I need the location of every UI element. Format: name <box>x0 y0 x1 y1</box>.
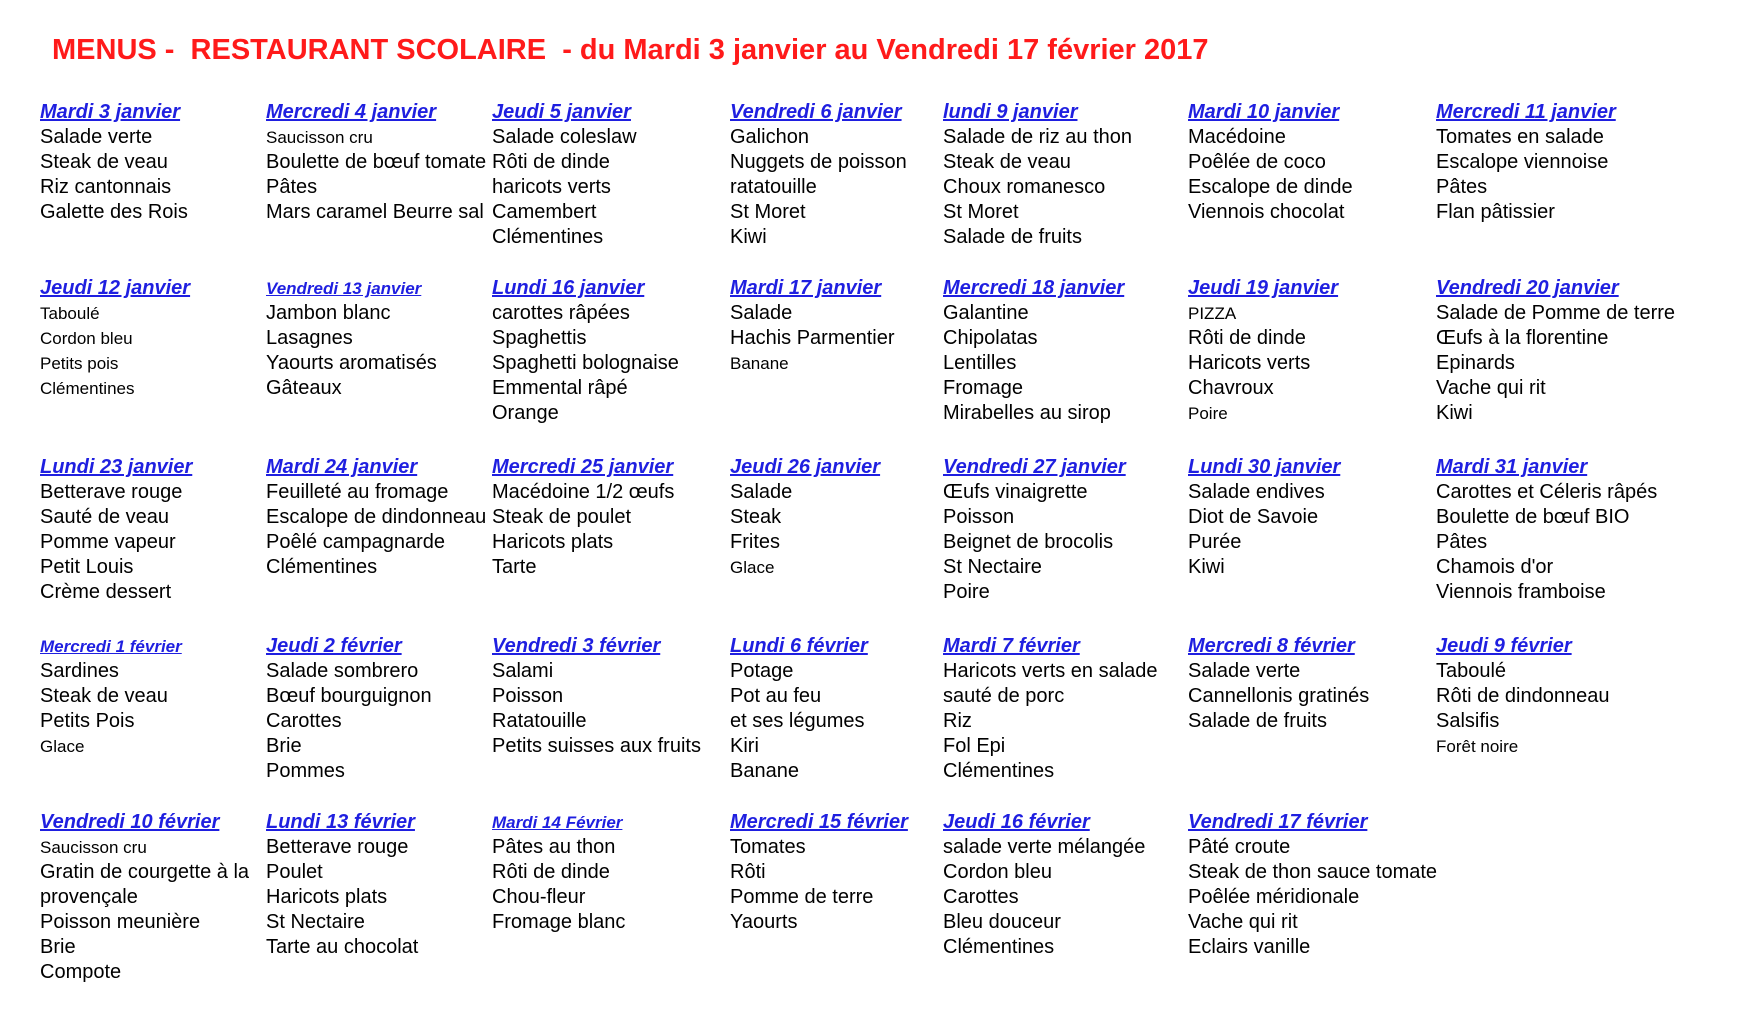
day-menu <box>266 276 496 401</box>
dish-item: Riz cantonnais <box>40 176 172 198</box>
day-heading: Jeudi 26 janvier <box>730 456 881 478</box>
dish-item: Escalope viennoise <box>1436 151 1609 173</box>
dish-item: Salade endives <box>1188 481 1325 503</box>
day-heading: Vendredi 6 janvier <box>730 101 902 123</box>
dish-item: Pomme vapeur <box>40 531 176 553</box>
day-menu <box>492 810 722 935</box>
dish-item: Yaourts <box>730 911 798 933</box>
day-menu <box>730 100 960 250</box>
dish-item: Glace <box>730 558 775 577</box>
dish-item: Macédoine 1/2 œufs <box>492 481 675 503</box>
dish-item: Spaghetti bolognaise <box>492 352 679 374</box>
dish-item: St Nectaire <box>266 911 365 933</box>
day-menu <box>1188 455 1418 580</box>
dish-item: Gâteaux <box>266 377 342 399</box>
day-heading: Mardi 31 janvier <box>1436 456 1588 478</box>
dish-item: Betterave rouge <box>40 481 183 503</box>
dish-item: ratatouille <box>730 176 817 198</box>
dish-item: Petits pois <box>40 354 119 373</box>
dish-item: Vache qui rit <box>1188 911 1298 933</box>
dish-item: et ses légumes <box>730 710 865 732</box>
dish-item: Salade de Pomme de terre <box>1436 302 1676 324</box>
dish-item: Taboulé <box>40 304 100 323</box>
dish-item: Tomates <box>730 836 806 858</box>
dish-item: Forêt noire <box>1436 737 1519 756</box>
dish-item: Chamois d'or <box>1436 556 1554 578</box>
dish-item: Escalope de dinde <box>1188 176 1353 198</box>
dish-item: Rôti de dindonneau <box>1436 685 1610 707</box>
dish-item: Haricots verts en salade <box>943 660 1158 682</box>
day-menu <box>266 100 496 225</box>
dish-item: Steak <box>730 506 782 528</box>
dish-item: Compote <box>40 961 122 983</box>
dish-item: Viennois chocolat <box>1188 201 1345 223</box>
day-menu <box>492 634 722 759</box>
dish-item: St Moret <box>943 201 1019 223</box>
day-heading: Mardi 7 février <box>943 635 1080 657</box>
day-heading: Lundi 30 janvier <box>1188 456 1341 478</box>
dish-item: Clémentines <box>943 760 1055 782</box>
dish-item: Steak de poulet <box>492 506 631 528</box>
day-menu <box>266 810 496 960</box>
dish-item: Poire <box>943 581 990 603</box>
dish-item: Salade de fruits <box>943 226 1082 248</box>
day-heading: Vendredi 20 janvier <box>1436 277 1619 299</box>
day-heading: Mardi 10 janvier <box>1188 101 1340 123</box>
page-title: MENUS - RESTAURANT SCOLAIRE - du Mardi 3 janvier au Vendredi 17 février 2017 <box>52 34 1209 66</box>
dish-item: Poire <box>1188 404 1228 423</box>
dish-item: Frites <box>730 531 780 553</box>
dish-item: Poisson <box>943 506 1015 528</box>
dish-item: Salade verte <box>1188 660 1301 682</box>
dish-item: Boulette de bœuf tomate <box>266 151 487 173</box>
dish-item: Ratatouille <box>492 710 587 732</box>
dish-item: Rôti de dinde <box>492 151 610 173</box>
dish-item: Kiwi <box>730 226 767 248</box>
dish-item: Pâtes <box>266 176 318 198</box>
day-heading: Mardi 17 janvier <box>730 277 882 299</box>
dish-item: Salade <box>730 302 793 324</box>
dish-item: Rôti <box>730 861 766 883</box>
day-heading: Mercredi 1 février <box>40 637 182 656</box>
day-menu <box>1188 276 1418 426</box>
day-heading: Mercredi 15 février <box>730 811 908 833</box>
dish-item: Betterave rouge <box>266 836 409 858</box>
dish-item: Nuggets de poisson <box>730 151 907 173</box>
dish-item: Crème dessert <box>40 581 172 603</box>
day-menu <box>730 810 960 935</box>
dish-item: St Nectaire <box>943 556 1042 578</box>
dish-item: Choux romanesco <box>943 176 1106 198</box>
dish-item: Kiri <box>730 735 759 757</box>
dish-item: carottes râpées <box>492 302 630 324</box>
dish-item: sauté de porc <box>943 685 1065 707</box>
dish-item: Taboulé <box>1436 660 1507 682</box>
dish-item: Epinards <box>1436 352 1515 374</box>
dish-item: Brie <box>266 735 302 757</box>
dish-item: Carottes <box>943 886 1019 908</box>
day-menu <box>266 455 496 580</box>
day-heading: Jeudi 5 janvier <box>492 101 631 123</box>
day-heading: Jeudi 16 février <box>943 811 1090 833</box>
dish-item: Galichon <box>730 126 809 148</box>
dish-item: Poêlé campagnarde <box>266 531 446 553</box>
day-menu <box>943 100 1173 250</box>
dish-item: Lentilles <box>943 352 1017 374</box>
day-heading: Mercredi 11 janvier <box>1436 101 1616 123</box>
dish-item: Beignet de brocolis <box>943 531 1114 553</box>
day-menu <box>40 810 270 985</box>
day-heading: Lundi 13 février <box>266 811 415 833</box>
day-menu <box>730 276 960 376</box>
dish-item: Kiwi <box>1436 402 1473 424</box>
day-menu <box>730 455 960 580</box>
dish-item: Œufs vinaigrette <box>943 481 1088 503</box>
dish-item: Emmental râpé <box>492 377 628 399</box>
dish-item: Lasagnes <box>266 327 353 349</box>
dish-item: Salade verte <box>40 126 153 148</box>
dish-item: Banane <box>730 354 789 373</box>
dish-item: Haricots verts <box>1188 352 1311 374</box>
dish-item: Haricots plats <box>492 531 614 553</box>
dish-item: Glace <box>40 737 85 756</box>
dish-item: Riz <box>943 710 972 732</box>
dish-item: Carottes <box>266 710 342 732</box>
day-heading: Vendredi 3 février <box>492 635 661 657</box>
day-heading: Mercredi 8 février <box>1188 635 1355 657</box>
dish-item: Steak de veau <box>40 151 168 173</box>
dish-item: Haricots plats <box>266 886 388 908</box>
day-menu <box>492 276 722 426</box>
dish-item: Poisson <box>492 685 564 707</box>
dish-item: Chipolatas <box>943 327 1038 349</box>
dish-item: Œufs à la florentine <box>1436 327 1609 349</box>
day-menu <box>1188 634 1418 734</box>
dish-item: Saucisson cru <box>40 838 147 857</box>
dish-item: Fromage blanc <box>492 911 626 933</box>
dish-item: Pomme de terre <box>730 886 874 908</box>
dish-item: Salade <box>730 481 793 503</box>
dish-item: Boulette de bœuf BIO <box>1436 506 1630 528</box>
dish-item: Cordon bleu <box>40 329 133 348</box>
day-heading: Lundi 6 février <box>730 635 868 657</box>
dish-item: Kiwi <box>1188 556 1225 578</box>
dish-item: Steak de veau <box>943 151 1071 173</box>
day-menu <box>1188 810 1438 960</box>
day-heading: Jeudi 12 janvier <box>40 277 191 299</box>
dish-item: Pâtes <box>1436 176 1488 198</box>
day-menu <box>1436 634 1666 759</box>
dish-item: PIZZA <box>1188 304 1237 323</box>
day-menu <box>1436 455 1666 605</box>
dish-item: Yaourts aromatisés <box>266 352 437 374</box>
day-menu <box>492 100 722 250</box>
dish-item: Flan pâtissier <box>1436 201 1555 223</box>
dish-item: Carottes et Céleris râpés <box>1436 481 1658 503</box>
dish-item: Pommes <box>266 760 345 782</box>
dish-item: Salade sombrero <box>266 660 419 682</box>
dish-item: Gratin de courgette à la <box>40 861 250 883</box>
day-menu <box>943 455 1173 605</box>
day-menu <box>943 634 1173 784</box>
dish-item: haricots verts <box>492 176 611 198</box>
dish-item: Salade de fruits <box>1188 710 1327 732</box>
dish-item: Vache qui rit <box>1436 377 1546 399</box>
dish-item: Poulet <box>266 861 323 883</box>
day-heading: Mardi 24 janvier <box>266 456 418 478</box>
dish-item: Steak de thon sauce tomate <box>1188 861 1438 883</box>
day-heading: Mercredi 25 janvier <box>492 456 674 478</box>
dish-item: Galette des Rois <box>40 201 188 223</box>
dish-item: Orange <box>492 402 559 424</box>
dish-item: Spaghettis <box>492 327 587 349</box>
dish-item: Tomates en salade <box>1436 126 1604 148</box>
dish-item: Mirabelles au sirop <box>943 402 1111 424</box>
day-heading: Vendredi 13 janvier <box>266 279 422 298</box>
dish-item: Escalope de dindonneau <box>266 506 487 528</box>
day-menu <box>40 455 270 605</box>
day-menu <box>40 634 270 759</box>
dish-item: Chavroux <box>1188 377 1274 399</box>
dish-item: Bleu douceur <box>943 911 1061 933</box>
day-heading: Vendredi 27 janvier <box>943 456 1126 478</box>
dish-item: Pâtes <box>1436 531 1488 553</box>
dish-item: Clémentines <box>943 936 1055 958</box>
dish-item: Banane <box>730 760 799 782</box>
dish-item: Cannellonis gratinés <box>1188 685 1370 707</box>
dish-item: Salami <box>492 660 554 682</box>
dish-item: Sardines <box>40 660 119 682</box>
dish-item: Galantine <box>943 302 1029 324</box>
day-menu <box>943 810 1173 960</box>
dish-item: provençale <box>40 886 138 908</box>
dish-item: Steak de veau <box>40 685 168 707</box>
day-menu <box>492 455 722 580</box>
dish-item: Potage <box>730 660 794 682</box>
day-menu <box>730 634 960 784</box>
dish-item: Clémentines <box>266 556 378 578</box>
dish-item: Poêlée méridionale <box>1188 886 1360 908</box>
dish-item: Tarte au chocolat <box>266 936 419 958</box>
dish-item: Purée <box>1188 531 1242 553</box>
dish-item: Rôti de dinde <box>1188 327 1306 349</box>
day-heading: Lundi 23 janvier <box>40 456 193 478</box>
day-heading: Jeudi 19 janvier <box>1188 277 1339 299</box>
dish-item: Hachis Parmentier <box>730 327 895 349</box>
day-heading: Mercredi 18 janvier <box>943 277 1125 299</box>
dish-item: Jambon blanc <box>266 302 391 324</box>
dish-item: Poisson meunière <box>40 911 201 933</box>
dish-item: Viennois framboise <box>1436 581 1606 603</box>
day-menu <box>266 634 496 784</box>
day-heading: Vendredi 10 février <box>40 811 220 833</box>
dish-item: Petit Louis <box>40 556 134 578</box>
dish-item: St Moret <box>730 201 806 223</box>
dish-item: Salsifis <box>1436 710 1500 732</box>
dish-item: Clémentines <box>40 379 135 398</box>
dish-item: Salade coleslaw <box>492 126 637 148</box>
dish-item: Pâtes au thon <box>492 836 616 858</box>
day-heading: Jeudi 9 février <box>1436 635 1572 657</box>
dish-item: Sauté de veau <box>40 506 169 528</box>
day-heading: Mardi 3 janvier <box>40 101 181 123</box>
dish-item: Camembert <box>492 201 597 223</box>
dish-item: Rôti de dinde <box>492 861 610 883</box>
day-menu <box>40 276 270 401</box>
dish-item: Pot au feu <box>730 685 822 707</box>
dish-item: salade verte mélangée <box>943 836 1146 858</box>
day-heading: Lundi 16 janvier <box>492 277 645 299</box>
dish-item: Chou-fleur <box>492 886 586 908</box>
day-heading: Vendredi 17 février <box>1188 811 1368 833</box>
dish-item: Fol Epi <box>943 735 1006 757</box>
dish-item: Macédoine <box>1188 126 1286 148</box>
day-menu <box>1436 276 1676 426</box>
day-heading: lundi 9 janvier <box>943 101 1078 123</box>
dish-item: Feuilleté au fromage <box>266 481 449 503</box>
day-heading: Mercredi 4 janvier <box>266 101 437 123</box>
day-menu <box>1188 100 1418 225</box>
dish-item: Cordon bleu <box>943 861 1052 883</box>
dish-item: Tarte <box>492 556 537 578</box>
dish-item: Petits suisses aux fruits <box>492 735 701 757</box>
dish-item: Poêlée de coco <box>1188 151 1326 173</box>
dish-item: Clémentines <box>492 226 604 248</box>
day-menu <box>1436 100 1666 225</box>
dish-item: Saucisson cru <box>266 128 373 147</box>
day-heading: Jeudi 2 février <box>266 635 402 657</box>
dish-item: Salade de riz au thon <box>943 126 1133 148</box>
day-menu <box>943 276 1173 426</box>
day-heading: Mardi 14 Février <box>492 813 623 832</box>
dish-item: Petits Pois <box>40 710 135 732</box>
dish-item: Pâté croute <box>1188 836 1291 858</box>
dish-item: Bœuf bourguignon <box>266 685 432 707</box>
dish-item: Mars caramel Beurre sal <box>266 201 484 223</box>
dish-item: Fromage <box>943 377 1024 399</box>
dish-item: Diot de Savoie <box>1188 506 1319 528</box>
dish-item: Brie <box>40 936 76 958</box>
day-menu <box>40 100 270 225</box>
dish-item: Eclairs vanille <box>1188 936 1311 958</box>
